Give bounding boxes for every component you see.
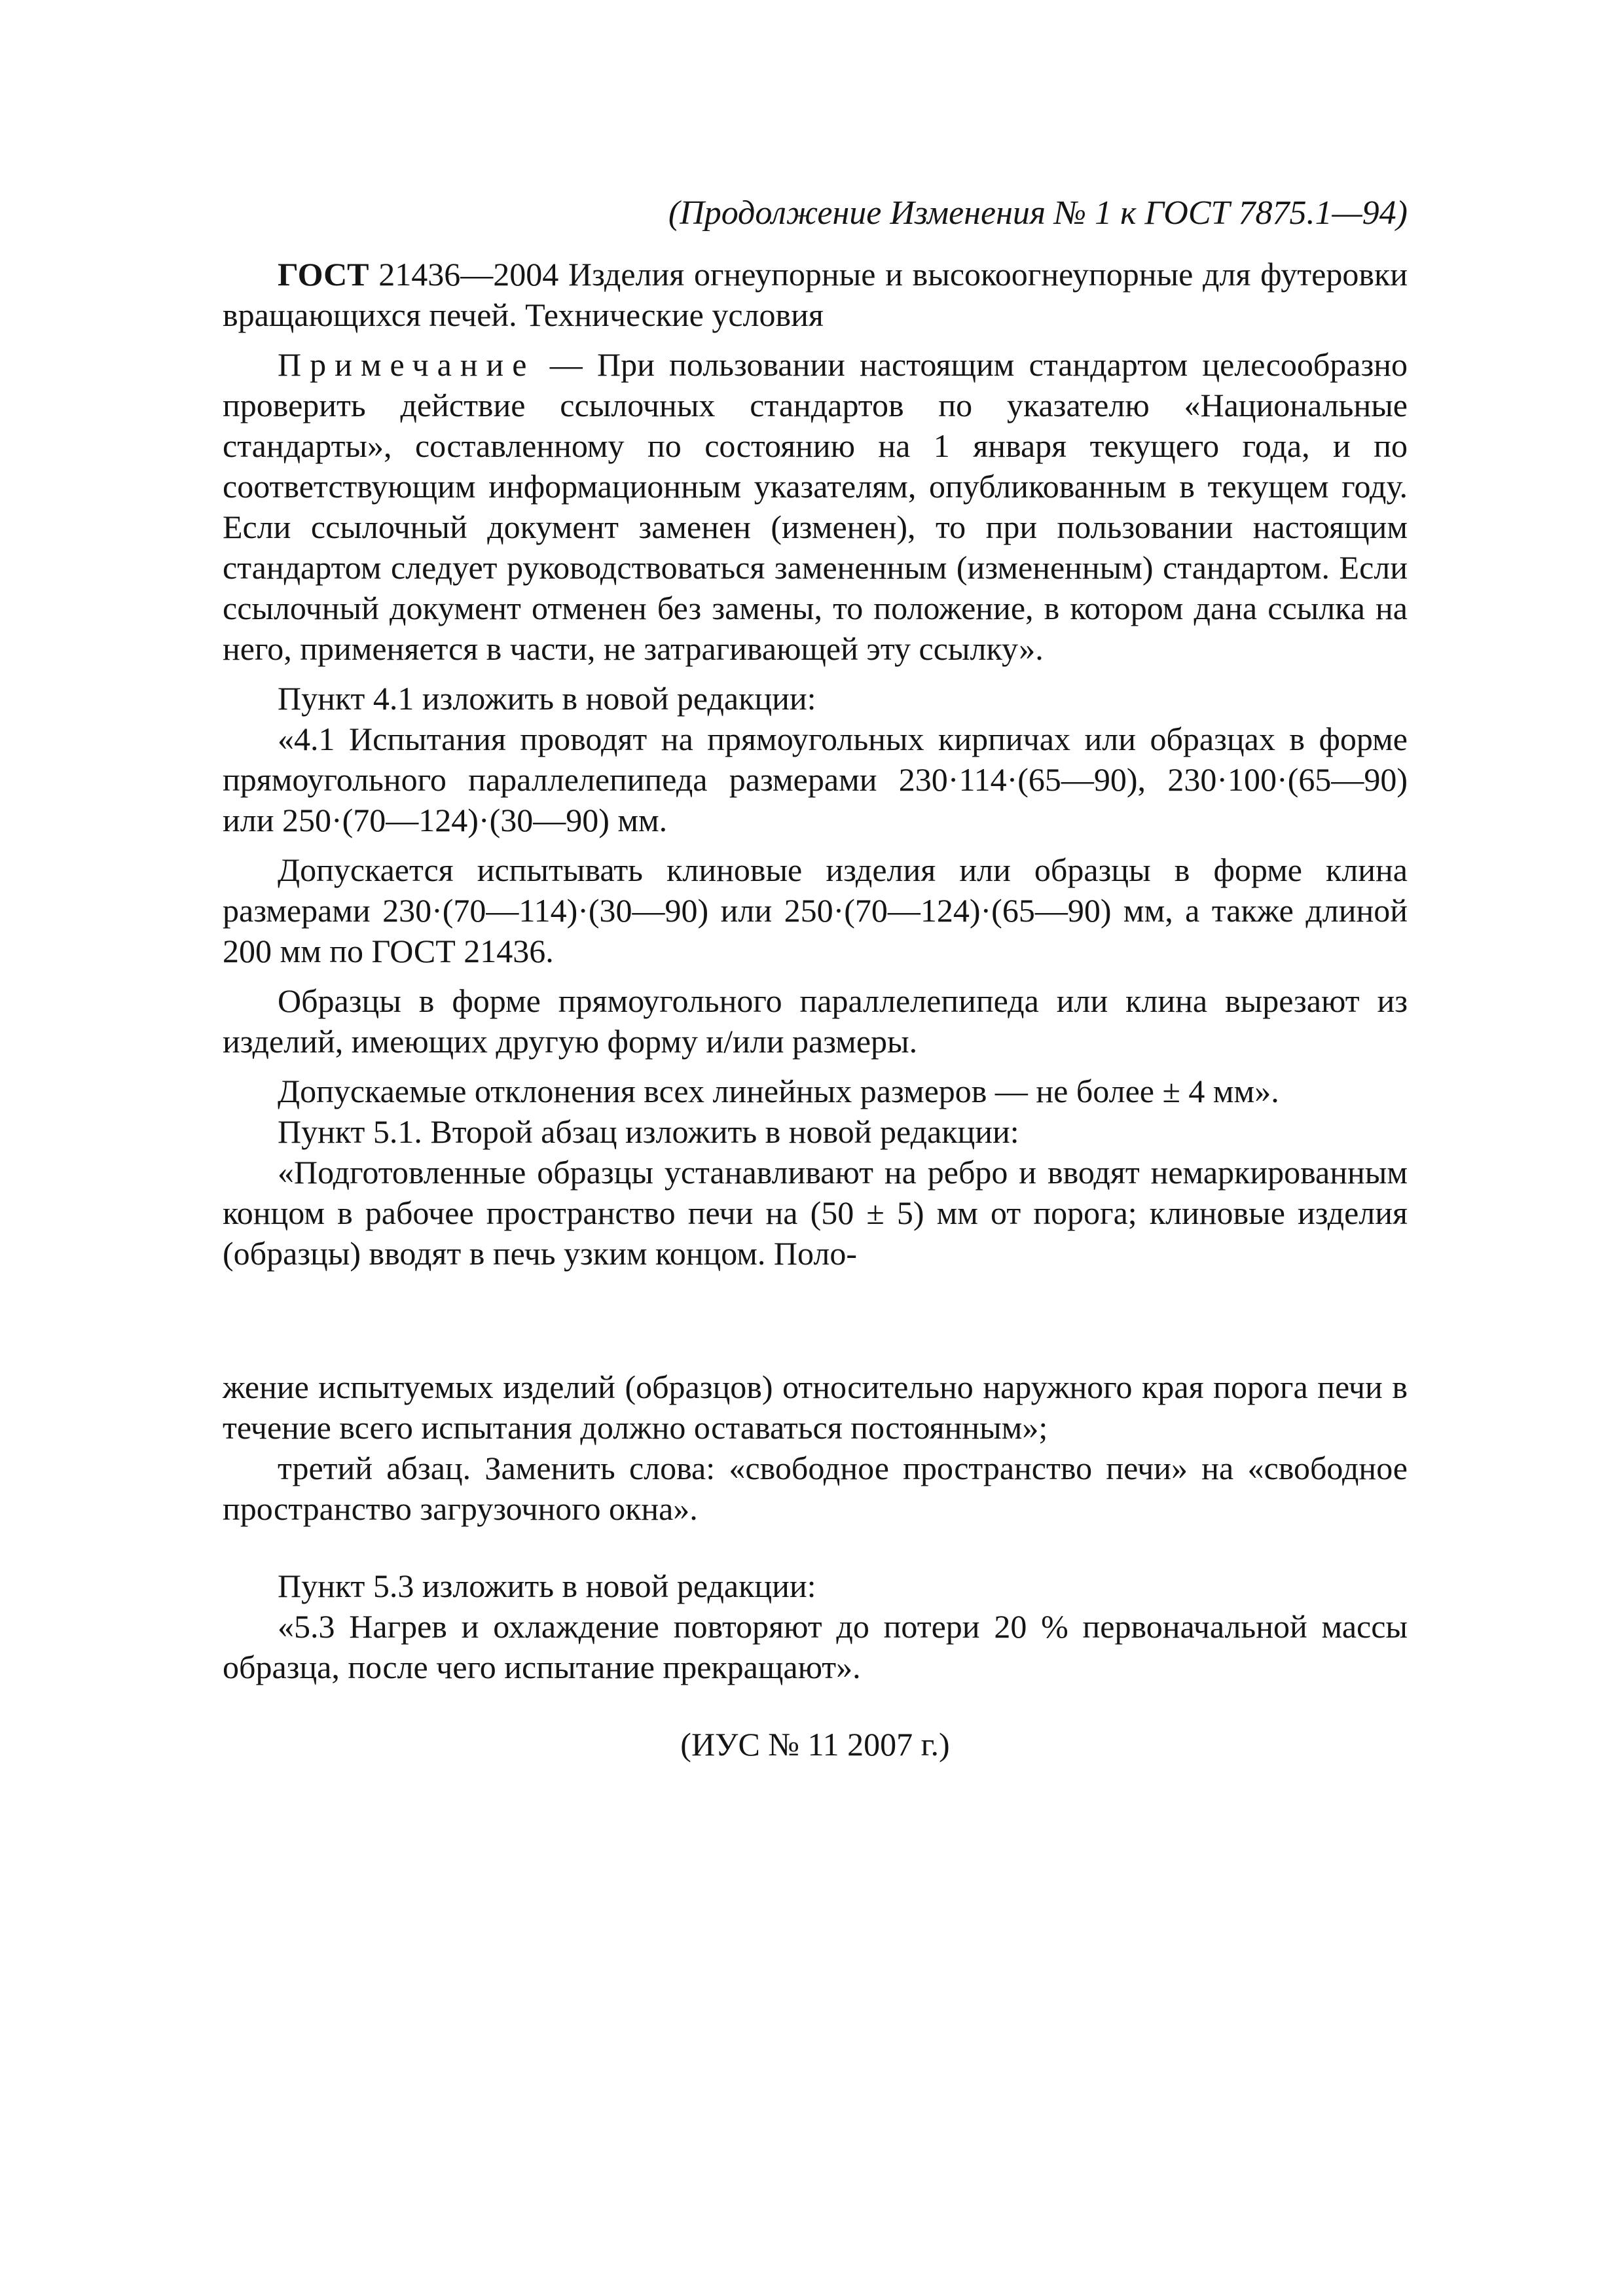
clause-4-1-intro: Пункт 4.1 изложить в новой редакции: <box>278 680 816 717</box>
main-text-block <box>223 254 1408 1274</box>
clause-5-1-third: третий абзац. Заменить слова: «свободное пространство печи» на «свободное пространство загрузочного окна». <box>223 1450 1408 1527</box>
gost-code: ГОСТ <box>278 256 369 293</box>
clause-5-1-intro: Пункт 5.1. Второй абзац изложить в новой редакции: <box>278 1113 1019 1150</box>
clause-5-3-intro: Пункт 5.3 изложить в новой редакции: <box>278 1568 816 1604</box>
continuation-text-block <box>223 1367 1408 1529</box>
note-label: Примечание <box>278 346 536 383</box>
note-paragraph <box>223 344 1408 669</box>
clause-5-1-text-a: «Подготовленные образцы устанавливают на ребро и вводят немаркированным концом в рабочее пространство печи на (50 ± 5) мм от порога; клиновые изделия (образцы) вводят в печь узким концом. Поло- <box>223 1154 1408 1272</box>
gost-reference <box>223 254 1408 335</box>
running-header: (Продолжение Изменения № 1 к ГОСТ 7875.1—94) <box>668 194 1408 232</box>
clause-4-1-wedge: Допускается испытывать клиновые изделия или образцы в форме клина размерами 230·(70—114)·(30—90) или 250·(70—124)·(65—90) мм, а также длиной 200 мм по ГОСТ 21436. <box>223 852 1408 969</box>
footer-reference: (ИУС № 11 2007 г.) <box>680 1726 950 1763</box>
note-text: — При пользовании настоящим стандартом целесообразно проверить действие ссылочных стандартов по указателю «Национальные стандарты», составленному по состоянию на 1 января текущего года, и по соответствующим информационным указателям, опубликованным в текущем году. Если ссылочный документ заменен (изменен), то при пользовании настоящим стандартом следует руководствоваться замененным (измененным) стандартом. Если ссылочный документ отменен без замены, то положение, в котором дана ссылка на него, применяется в части, не затрагивающей эту ссылку». <box>223 346 1408 667</box>
clause-5-1-text-b: жение испытуемых изделий (образцов) относительно наружного края порога печи в течение всего испытания должно оставаться постоянным»; <box>223 1369 1408 1446</box>
clause-4-1-text: «4.1 Испытания проводят на прямоугольных кирпичах или образцах в форме прямоугольного параллелепипеда размерами 230·114·(65—90), 230·100·(65—90) или 250·(70—124)·(30—90) мм. <box>223 721 1408 838</box>
clause-5-3-text: «5.3 Нагрев и охлаждение повторяют до потери 20 % первоначальной массы образца, после чего испытание прекращают». <box>223 1608 1408 1685</box>
gost-title: 21436—2004 Изделия огнеупорные и высокоогнеупорные для футеровки вращающихся печей. Технические условия <box>223 256 1408 333</box>
clause-4-1-samples: Образцы в форме прямоугольного параллелепипеда или клина вырезают из изделий, имеющих другую форму и/или размеры. <box>223 982 1408 1060</box>
clause-5-3-block <box>223 1566 1408 1687</box>
clause-4-1-tolerance: Допускаемые отклонения всех линейных размеров — не более ± 4 мм». <box>278 1073 1279 1109</box>
